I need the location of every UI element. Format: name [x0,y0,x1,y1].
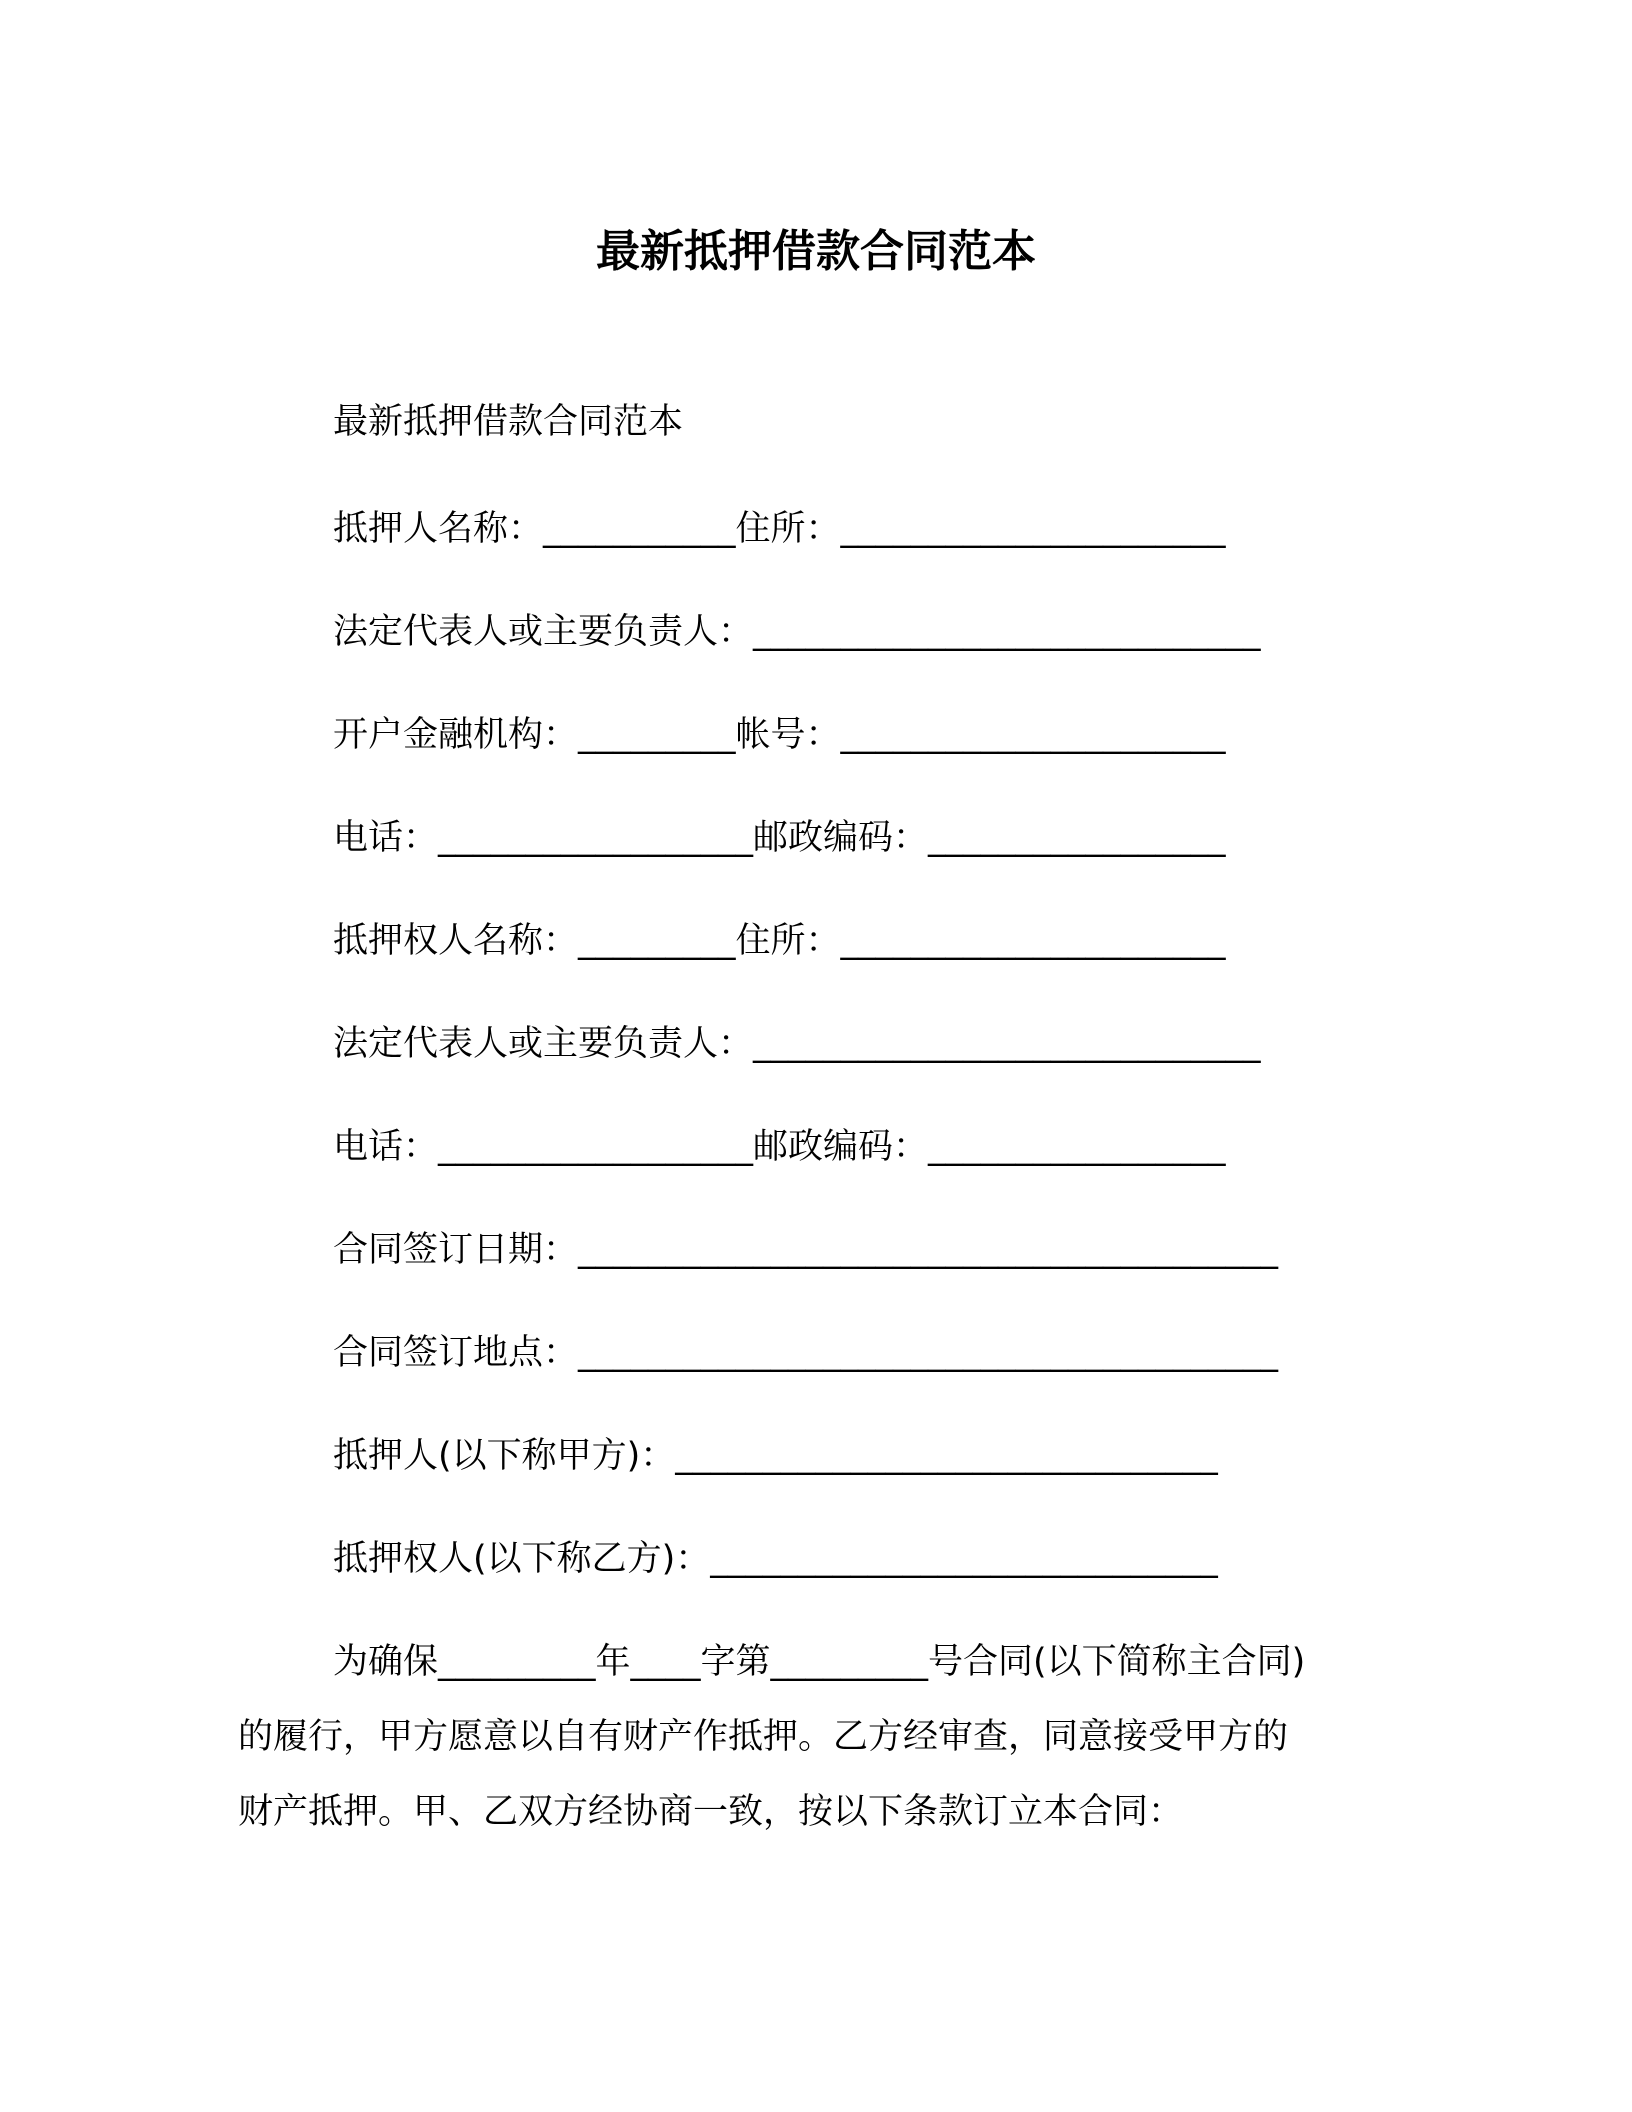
field-signing-place: 合同签订地点：________________________________________ [333,1333,1279,1373]
field-mortgagor-name-address: 抵押人名称：___________住所：______________________ [333,509,1226,549]
page-title: 最新抵押借款合同范本 [596,226,1036,277]
field-signing-date: 合同签订日期：________________________________________ [333,1230,1279,1270]
intro-paragraph-line-2: 的履行，甲方愿意以自有财产作抵押。乙方经审查，同意接受甲方的 [238,1717,1289,1757]
field-party-b: 抵押权人(以下称乙方)：_____________________________ [333,1539,1218,1579]
intro-paragraph-line-3: 财产抵押。甲、乙双方经协商一致，按以下条款订立本合同： [238,1792,1184,1832]
field-mortgagor-bank-account: 开户金融机构：_________帐号：______________________ [333,715,1226,755]
field-mortgagor-phone-postcode: 电话：__________________邮政编码：_________________ [333,818,1226,858]
intro-paragraph-line-1: 为确保_________年____字第_________号合同(以下简称主合同) [333,1642,1306,1682]
document-subtitle: 最新抵押借款合同范本 [333,402,684,442]
field-mortgagee-name-address: 抵押权人名称：_________住所：______________________ [333,921,1226,961]
field-party-a: 抵押人(以下称甲方)：_______________________________ [333,1436,1218,1476]
field-mortgagor-legal-rep: 法定代表人或主要负责人：_____________________________ [333,612,1261,652]
field-mortgagee-legal-rep: 法定代表人或主要负责人：_____________________________ [333,1024,1261,1064]
field-mortgagee-phone-postcode: 电话：__________________邮政编码：_________________ [333,1127,1226,1167]
